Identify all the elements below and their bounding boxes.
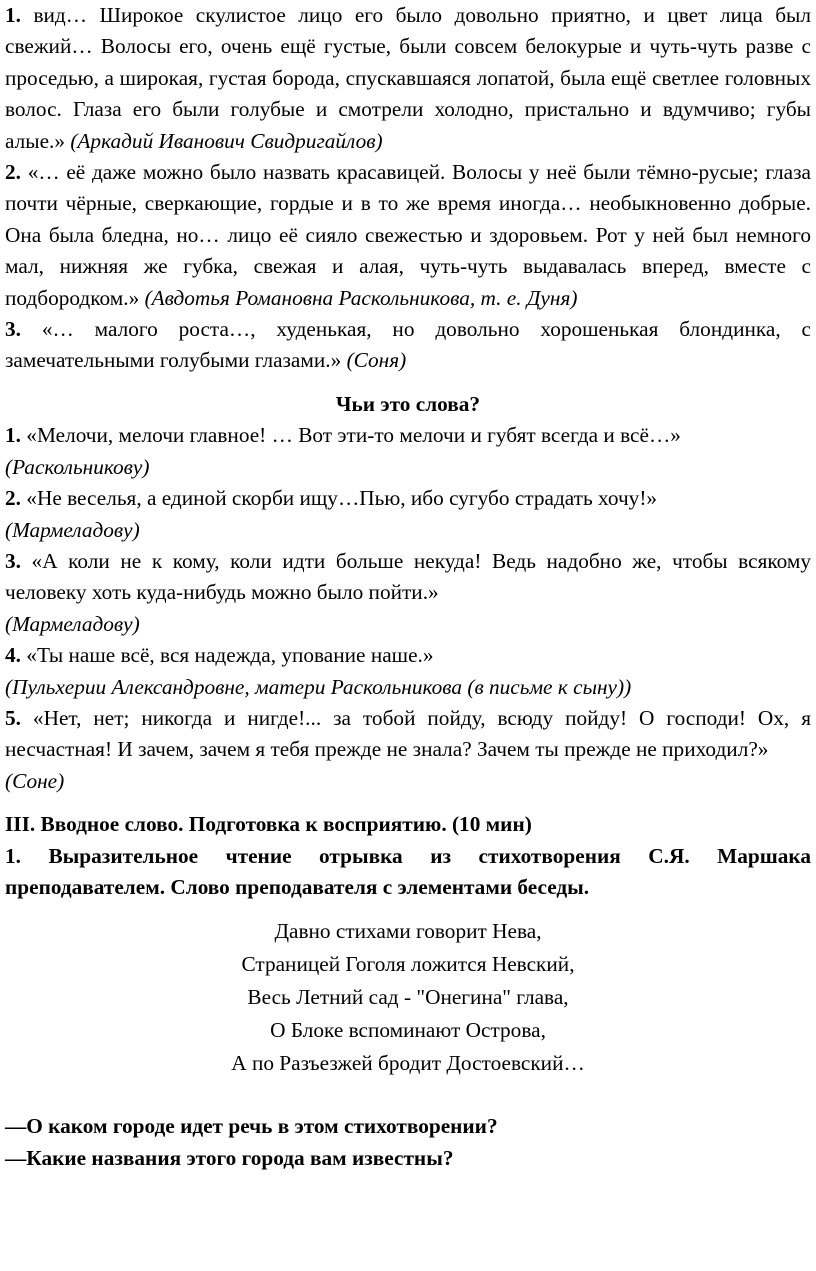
item-answer: (Соня) [346,348,407,373]
poem-line: Страницей Гоголя ложится Невский, [241,952,575,977]
poem-block [5,915,811,1080]
item-text: вид… Широкое скулистое лицо его было довольно приятно, и цвет лица был свежий… Волосы его, очень ещё густые, были совсем белокурые и чуть-чуть разве с проседью, а широкая, густая борода, спускавшаяся лопатой, была ещё светлее головных волос. Глаза его были голубые и смотрели холодно, пристально и вдумчиво; губы алые.» [5,3,811,153]
item-number: 4. [5,643,21,668]
question-2: —Какие названия этого города вам известны? [5,1145,454,1170]
quotes-block [5,420,811,797]
description-item-3 [5,314,811,377]
item-text: «Мелочи, мелочи главное! … Вот эти-то мелочи и губят всегда и всё…» [20,423,681,448]
quote-item-5 [5,703,811,766]
item-answer: (Авдотья Романовна Раскольникова, т. е. Дуня) [144,285,578,310]
quotes-section-title: Чьи это слова? [335,391,481,416]
quote-item-4 [5,640,811,671]
item-text: «А коли не к кому, коли идти больше некуда! Ведь надобно же, чтобы всякому человеку хоть куда-нибудь можно было пойти.» [5,548,811,605]
item-number: 3. [5,548,21,573]
quote-answer-3: (Мармеладову) [5,611,140,636]
quote-answer-5: (Соне) [5,768,65,793]
quote-item-2 [5,483,811,514]
item-text: «… малого роста…, худенькая, но довольно хорошенькая блондинка, с замечательными голубыми глазами.» [5,317,811,373]
item-number: 2. [5,486,21,511]
item-text: «Не веселья, а единой скорби ищу…Пью, ибо сугубо страдать хочу!» [20,486,658,511]
item-number: 5. [5,705,21,730]
item-text: «… её даже можно было назвать красавицей. Волосы у неё были тёмно-русые; глаза почти чёрные, сверкающие, гордые и в то же время иногда… необыкновенно добрые. Она была бледна, но… лицо её сияло свежестью и здоровьем. Рот у ней был немного мал, нижняя же губка, свежая и алая, чуть-чуть выдавалась вперед, вместе с подбородком.» [5,160,811,310]
descriptions-block [5,0,811,377]
poem-line: Весь Летний сад - "Онегина" глава, [247,985,569,1010]
item-answer: (Аркадий Иванович Свидригайлов) [70,128,383,153]
item-text: «Ты наше всё, вся надежда, упование наше.» [20,643,434,668]
section-subheading: 1. Выразительное чтение отрывка из стихотворения С.Я. Маршака преподавателем. Слово преподавателя с элементами беседы. [5,843,811,899]
item-number: 1. [5,423,21,448]
item-text: «Нет, нет; никогда и нигде!... за тобой пойду, всюду пойду! О господи! Ох, я несчастная! И зачем, зачем я тебя прежде не знала? Зачем ты прежде не приходил?» [5,705,811,762]
question-1: —О каком городе идет речь в этом стихотворении? [5,1114,498,1139]
quote-answer-1: (Раскольникову) [5,454,150,479]
poem-line: А по Разъезжей бродит Достоевский… [231,1051,585,1076]
quote-item-1 [5,420,811,451]
quote-item-3 [5,546,811,609]
item-number: 3. [5,317,21,342]
poem-line: О Блоке вспоминают Острова, [270,1018,546,1043]
quote-answer-4: (Пульхерии Александровне, матери Раскольникова (в письме к сыну)) [5,674,632,699]
description-item-1 [5,0,811,157]
section-heading: III. Вводное слово. Подготовка к восприятию. (10 мин) [5,812,532,837]
poem-line: Давно стихами говорит Нева, [274,919,542,944]
item-number: 1. [5,3,21,27]
description-item-2 [5,157,811,314]
item-number: 2. [5,160,21,185]
quote-answer-2: (Мармеладову) [5,517,140,542]
